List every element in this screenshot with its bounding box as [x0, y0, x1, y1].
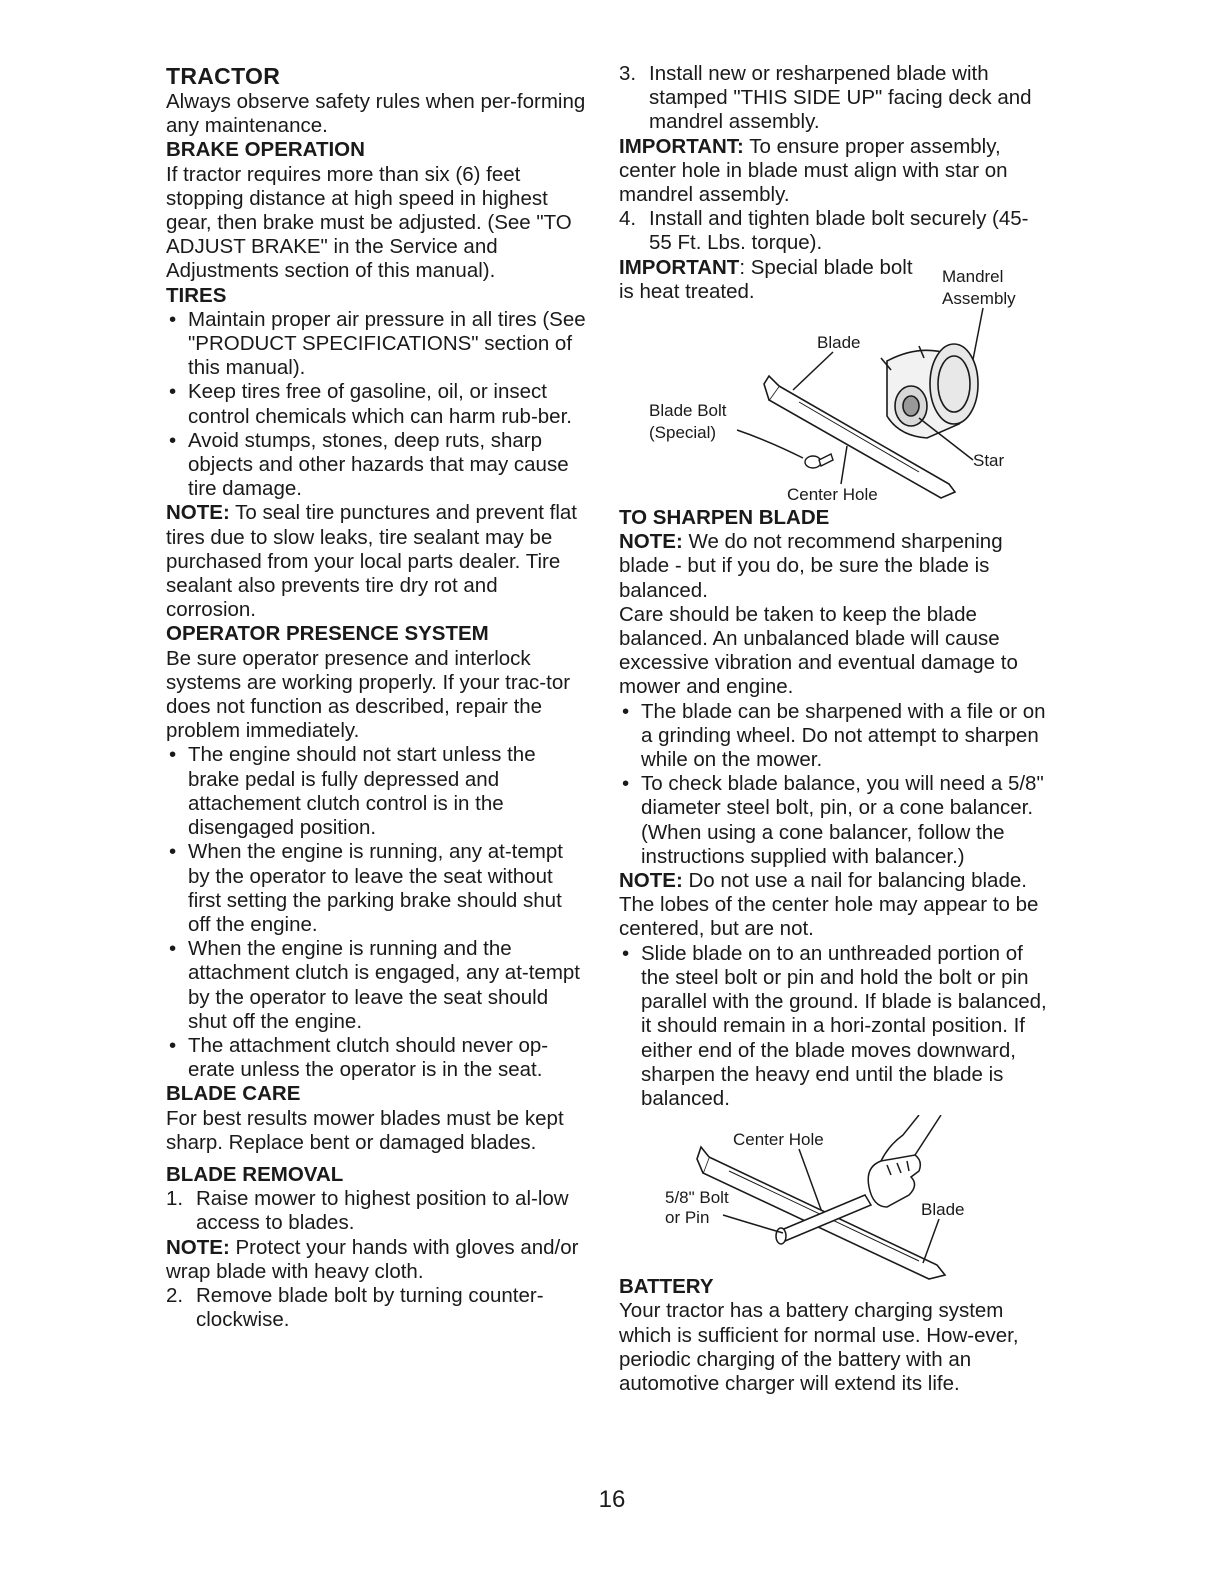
sharpen-list: [619, 700, 1049, 869]
tractor-heading: TRACTOR: [166, 63, 281, 89]
tires-heading: TIRES: [166, 283, 227, 307]
note-text: We do not recommend sharpening blade - but if you do, be sure the blade is balanced.: [619, 530, 1003, 602]
list-item: • When the engine is running, any at-tempt by the operator to leave the seat without first setting the parking brake should shut off the engine.: [166, 840, 586, 937]
brake-operation-heading: BRAKE OPERATION: [166, 138, 365, 162]
step-number: 2.: [166, 1283, 184, 1307]
note-label: NOTE:: [166, 501, 230, 525]
step-number: 1.: [166, 1187, 184, 1211]
bolt-pin-label: 5/8" Bolt: [665, 1188, 729, 1208]
step-2: [166, 1284, 586, 1332]
blade-label: Blade: [817, 333, 861, 353]
mandrel-assembly-label: Mandrel: [942, 267, 1004, 287]
note-label: NOTE:: [166, 1235, 230, 1259]
important-text: To ensure proper assembly, center hole in blade must align with star on mandrel assembly.: [619, 134, 1008, 207]
mandrel-assembly-shape: [881, 344, 978, 438]
important-label: IMPORTANT:: [619, 134, 744, 158]
note-text: To seal tire punctures and prevent flat tires due to slow leaks, tire sealant may be purchased from your local parts dealer. Tire sealant also prevents tire dry rot and corrosion.: [166, 501, 577, 622]
note-label: NOTE:: [619, 530, 683, 554]
hand-shape: [868, 1115, 941, 1207]
step-number: 4.: [619, 207, 637, 231]
list-item: • To check blade balance, you will need a 5/8" diameter steel bolt, pin, or a cone balancer. (When using a cone balancer, follow the instructions supplied with balancer.): [619, 772, 1049, 869]
list-item: • Slide blade on to an unthreaded portion of the steel bolt or pin and hold the bolt or pin parallel with the ground. If blade is balanced, it should remain in a hori-zontal position. If either end of the blade moves downward, sharpen the heavy end until the blade is balanced.: [619, 942, 1049, 1111]
leader-line: [723, 1215, 783, 1233]
sharpen-text: Care should be taken to keep the blade balanced. An unbalanced blade will cause excessive vibration and eventual damage to mower and engine.: [619, 602, 1018, 699]
step-4: [619, 207, 1049, 255]
step-text: Raise mower to highest position to al-low access to blades.: [196, 1187, 569, 1235]
removal-note: [166, 1236, 586, 1284]
list-item: • The blade can be sharpened with a file or on a grinding wheel. Do not attempt to sharpen while on the mower.: [619, 700, 1049, 773]
step-1: [166, 1187, 586, 1235]
tractor-intro: Always observe safety rules when per-forming any maintenance.: [166, 90, 586, 138]
battery-heading: BATTERY: [619, 1275, 714, 1299]
leader-line: [737, 430, 803, 458]
list-item: • Avoid stumps, stones, deep ruts, sharp objects and other hazards that may cause tire damage.: [166, 429, 586, 502]
step-text: Install and tighten blade bolt securely (45-55 Ft. Lbs. torque).: [649, 207, 1029, 255]
star-label: Star: [973, 451, 1005, 471]
blade-balance-figure: [619, 1115, 1049, 1285]
list-item: • Maintain proper air pressure in all tires (See "PRODUCT SPECIFICATIONS" section of this manual).: [166, 308, 586, 381]
blade-care-text: For best results mower blades must be kept sharp. Replace bent or damaged blades.: [166, 1106, 564, 1154]
step-3: [619, 62, 1049, 135]
operator-presence-list: [166, 743, 586, 1082]
right-column: [619, 62, 1049, 1396]
center-hole-label: Center Hole: [787, 485, 878, 505]
blade-bolt-label: (Special): [649, 423, 717, 443]
blade-bolt-shape: [805, 454, 833, 468]
blade-bolt-label: Blade Bolt: [649, 401, 727, 421]
blade-removal-heading: BLADE REMOVAL: [166, 1162, 344, 1186]
center-hole-label: Center Hole: [733, 1130, 824, 1150]
list-item: • Keep tires free of gasoline, oil, or insect control chemicals which can harm rub-ber.: [166, 380, 586, 428]
left-column: [166, 62, 586, 1332]
important-note-1: [619, 135, 1049, 208]
page-number: 16: [598, 1486, 626, 1513]
bolt-pin-label: or Pin: [665, 1208, 710, 1228]
important-text: : Special blade bolt is heat treated.: [619, 255, 913, 303]
blade-care-heading: BLADE CARE: [166, 1082, 301, 1106]
note-label: NOTE:: [619, 869, 683, 893]
list-item: • The attachment clutch should never op-erate unless the operator is in the seat.: [166, 1034, 586, 1082]
list-item: • When the engine is running and the attachment clutch is engaged, any at-tempt by the operator to leave the seat should shut off the engine.: [166, 937, 586, 1034]
leader-line: [923, 1219, 939, 1263]
brake-operation-text: If tractor requires more than six (6) feet stopping distance at high speed in highest gear, then brake must be adjusted. (See "TO ADJUST BRAKE" in the Service and Adjustments section of this manual).: [166, 162, 572, 283]
important-label: IMPORTANT: [619, 255, 740, 279]
note-text: Do not use a nail for balancing blade. The lobes of the center hole may appear to be centered, but are not.: [619, 869, 1039, 941]
list-item: • The engine should not start unless the brake pedal is fully depressed and attachement clutch control is in the disengaged position.: [166, 743, 586, 840]
operator-presence-text: Be sure operator presence and interlock systems are working properly. If your trac-tor does not function as described, repair the problem immediately.: [166, 646, 571, 743]
operator-presence-heading: OPERATOR PRESENCE SYSTEM: [166, 622, 489, 646]
step-text: Install new or resharpened blade with stamped "THIS SIDE UP" facing deck and mandrel assembly.: [649, 62, 1032, 134]
mandrel-assembly-label: Assembly: [942, 289, 1016, 309]
battery-text: Your tractor has a battery charging system which is sufficient for normal use. How-ever, periodic charging of the battery with an automotive charger will extend its life.: [619, 1299, 1019, 1395]
leader-line: [793, 352, 833, 390]
nail-note: [619, 869, 1049, 942]
note-text: Protect your hands with gloves and/or wrap blade with heavy cloth.: [166, 1235, 579, 1283]
sharpen-note: [619, 530, 1049, 603]
tires-note: [166, 501, 586, 622]
tires-list: [166, 308, 586, 502]
leader-line: [841, 446, 847, 484]
balance-list: [619, 942, 1049, 1111]
step-text: Remove blade bolt by turning counter-clockwise.: [196, 1283, 544, 1332]
to-sharpen-blade-heading: TO SHARPEN BLADE: [619, 506, 830, 530]
blade-label: Blade: [921, 1200, 965, 1220]
step-number: 3.: [619, 62, 637, 85]
